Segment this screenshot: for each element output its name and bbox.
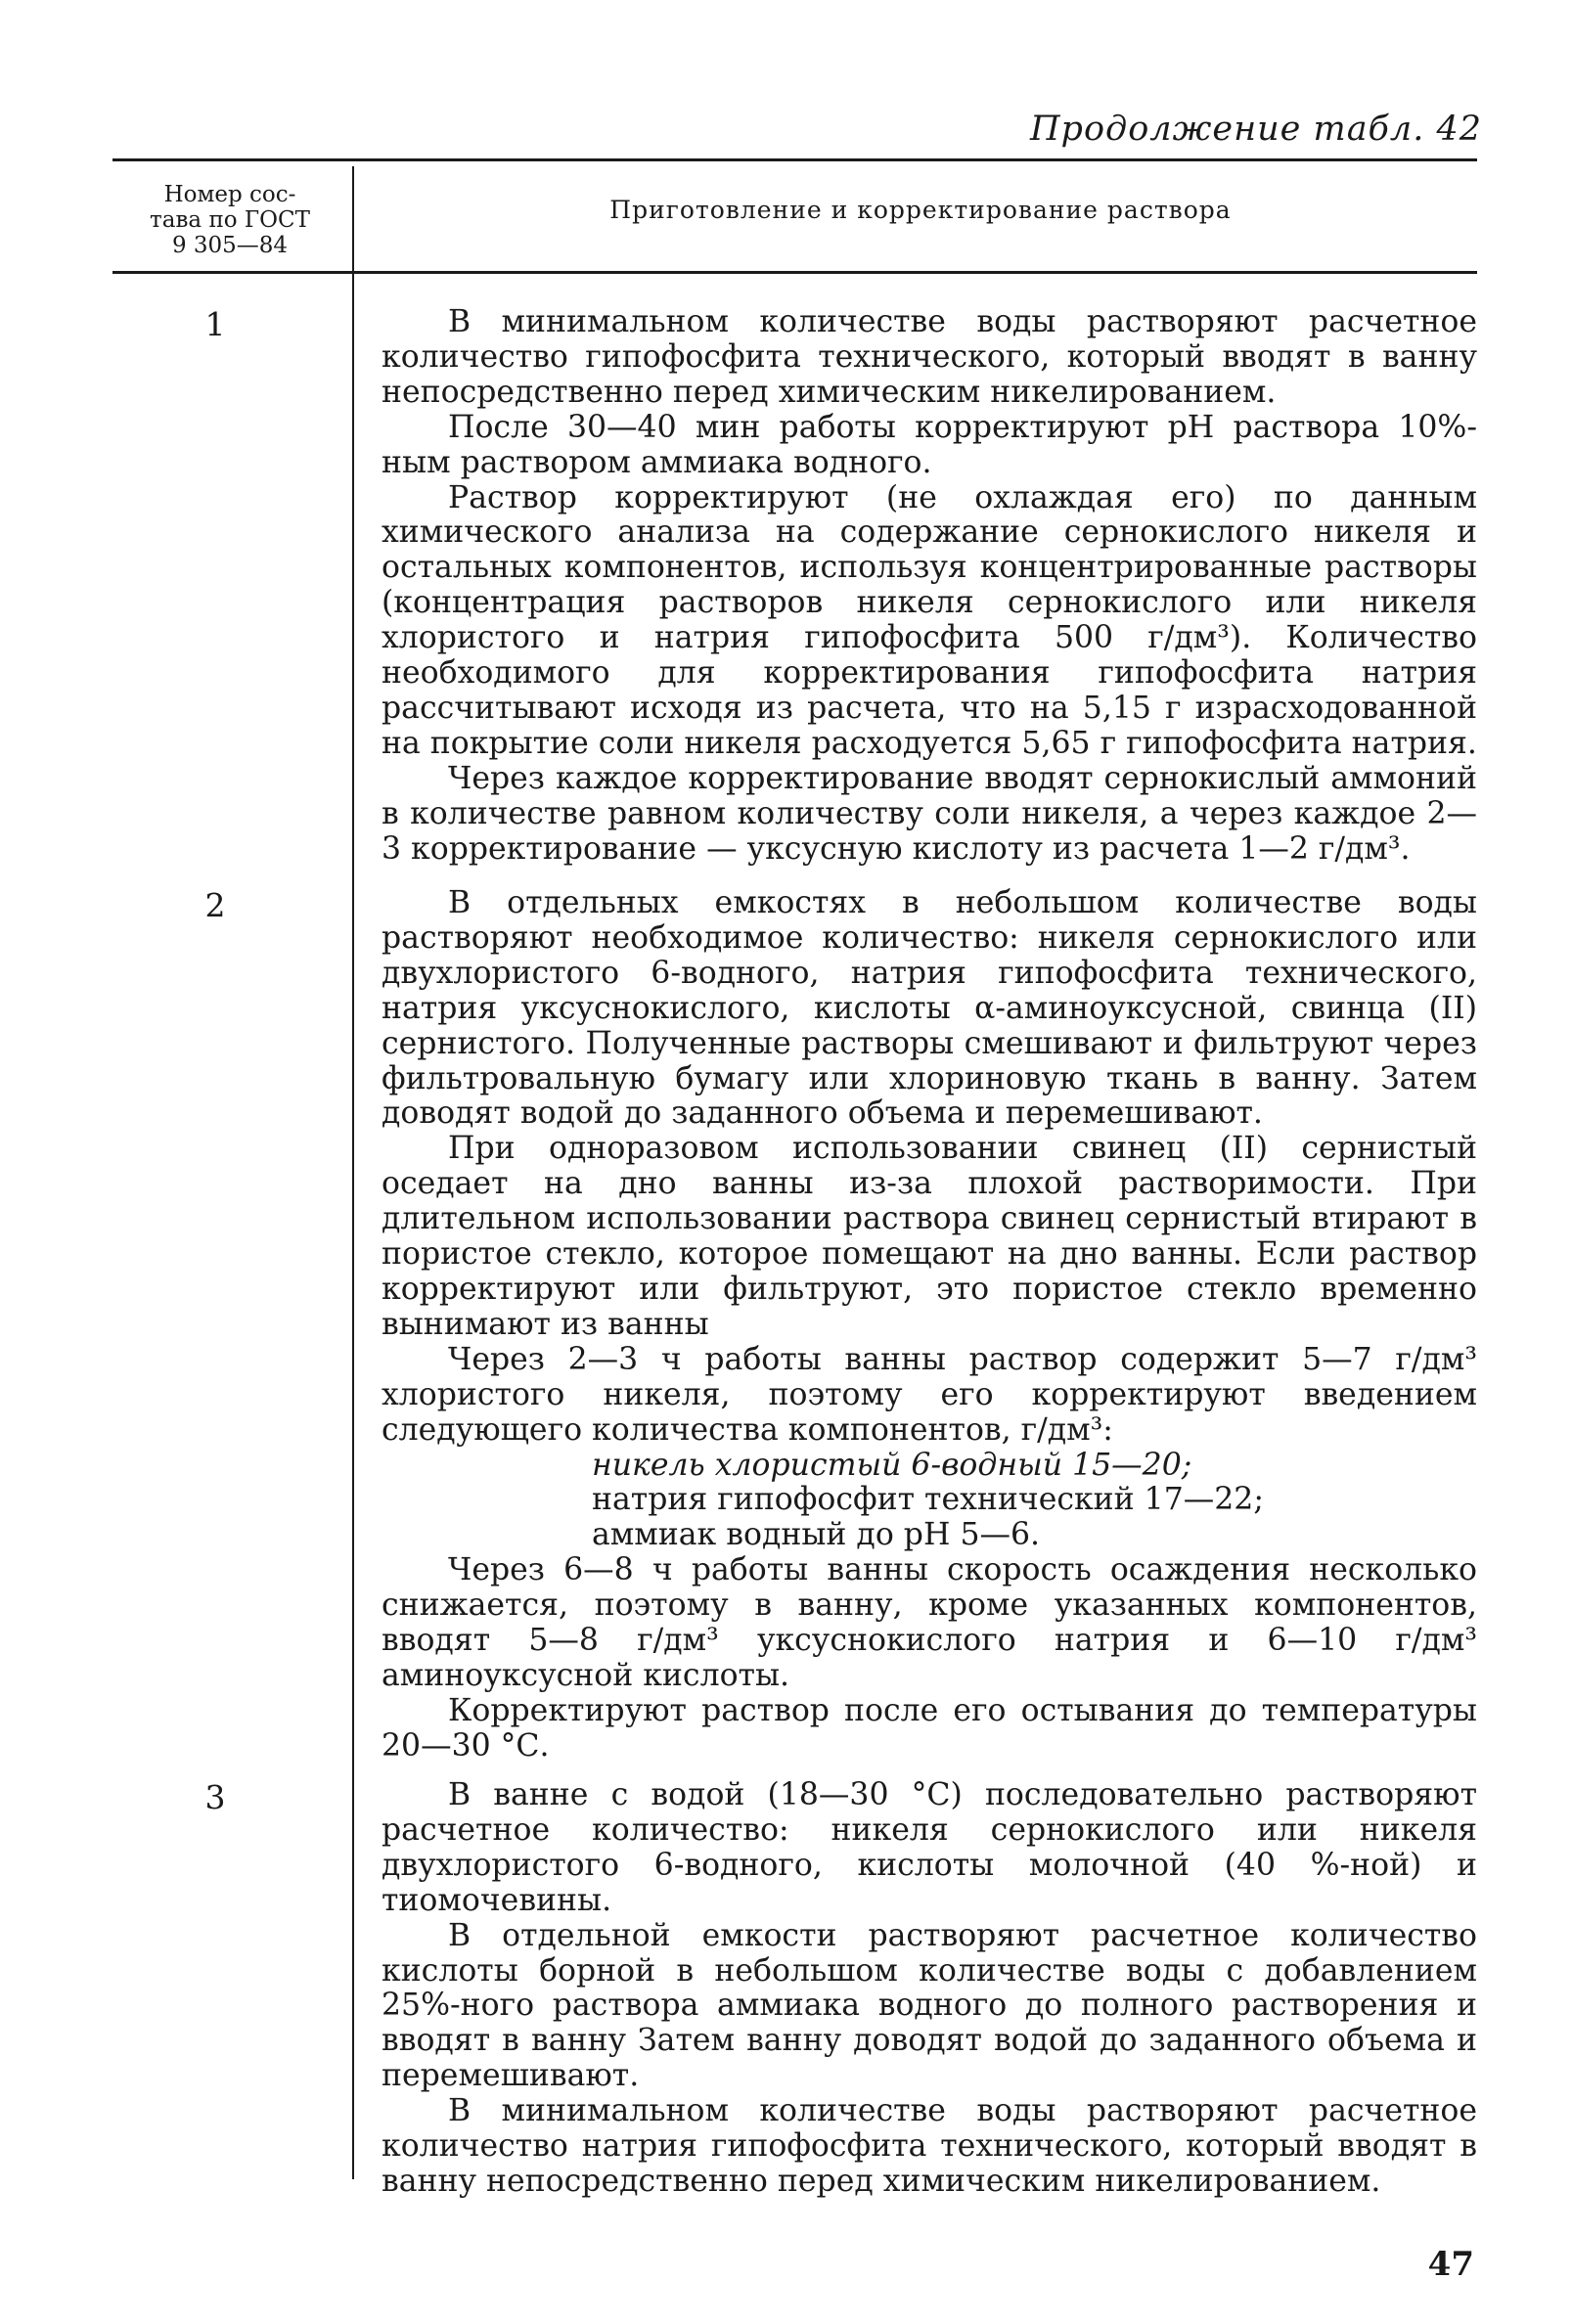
paragraph: В отдельной емкости растворяют расчетное количество кислоты борной в небольшом количестве воды с добавлением 25%-ного раствора аммиака водного до полного растворения и вводят в ванну Затем ванну доводят водой до заданного объема и перемешивают. bbox=[382, 1917, 1477, 2094]
table-row-3-text bbox=[382, 1778, 1477, 2200]
table-header-rule bbox=[112, 271, 1477, 274]
paragraph: В ванне с водой (18—30 °С) последовательно растворяют расчетное количество: никеля сернокислого или никеля двухлористого 6-водного, кислоты молочной (40 %-ной) и тиомочевины. bbox=[382, 1777, 1477, 1918]
paragraph: Через 6—8 ч работы ванны скорость осаждения несколько снижается, поэтому в ванну, кроме указанных компонентов, вводят 5—8 г/дм³ уксуснокислого натрия и 6—10 г/дм³ аминоуксусной кислоты. bbox=[382, 1552, 1477, 1693]
table-row-1-text bbox=[382, 305, 1477, 868]
row-number: 1 bbox=[204, 305, 226, 343]
list-item: аммиак водный до pH 5—6. bbox=[592, 1517, 1041, 1553]
paragraph: После 30—40 мин работы корректируют pH раствора 10%-ным раствором аммиака водного. bbox=[382, 409, 1477, 480]
table-continuation-caption: Продолжение табл. 42 bbox=[1030, 110, 1482, 149]
column-divider bbox=[352, 166, 354, 2179]
paragraph: В минимальном количестве воды растворяют расчетное количество гипофосфита технического, который вводят в ванну непосредственно перед химическим никелированием. bbox=[382, 304, 1477, 410]
paragraph: Раствор корректируют (не охлаждая его) по данным химического анализа на содержание сернокислого никеля и остальных компонентов, используя концентрированные растворы (концентрация растворов никеля сернокислого или никеля хлористого и натрия гипофосфита 500 г/дм³). Количество необходимого для корректирования гипофосфита натрия рассчитывают исходя из расчета, что на 5,15 г израсходованной на покрытие соли никеля расходуется 5,65 г гипофосфита натрия. bbox=[382, 479, 1477, 761]
paragraph: В отдельных емкостях в небольшом количестве воды растворяют необходимое количество: никеля сернокислого или двухлористого 6-водного, натрия гипофосфита технического, натрия уксуснокислого, кислоты α-аминоуксусной, свинца (II) сернистого. Полученные растворы смешивают и фильтруют через фильтровальную бумагу или хлориновую ткань в ванну. Затем доводят водой до заданного объема и перемешивают. bbox=[382, 885, 1477, 1132]
table-top-rule bbox=[112, 158, 1477, 161]
paragraph: В минимальном количестве воды растворяют расчетное количество натрия гипофосфита технического, который вводят в ванну непосредственно перед химическим никелированием. bbox=[382, 2093, 1477, 2199]
paragraph: Через 2—3 ч работы ванны раствор содержит 5—7 г/дм³ хлористого никеля, поэтому его корректируют введением следующего количества компонентов, г/дм³: bbox=[382, 1341, 1477, 1448]
list-item: натрия гипофосфит технический 17—22; bbox=[592, 1482, 1264, 1518]
paragraph: Через каждое корректирование вводят сернокислый аммоний в количестве равном количеству соли никеля, а через каждое 2—3 корректирование — уксусную кислоту из расчета 1—2 г/дм³. bbox=[382, 760, 1477, 867]
column-header-composition-number: Номер сос- тава по ГОСТ 9 305—84 bbox=[150, 182, 310, 258]
paragraph: При одноразовом использовании свинец (II) сернистый оседает на дно ванны из-за плохой растворимости. При длительном использовании раствора свинец сернистый втирают в пористое стекло, которое помещают на дно ванны. Если раствор корректируют или фильтруют, это пористое стекло временно вынимают из ванны bbox=[382, 1131, 1477, 1342]
page-number: 47 bbox=[1427, 2245, 1474, 2284]
table-row-2-text bbox=[382, 886, 1477, 1765]
column-header-preparation: Приготовление и корректирование раствора bbox=[609, 196, 1232, 224]
row-number: 2 bbox=[204, 886, 226, 924]
row-number: 3 bbox=[204, 1778, 226, 1816]
list-item: никель хлористый 6-водный 15—20; bbox=[592, 1447, 1192, 1483]
paragraph: Корректируют раствор после его остывания до температуры 20—30 °С. bbox=[382, 1692, 1477, 1764]
